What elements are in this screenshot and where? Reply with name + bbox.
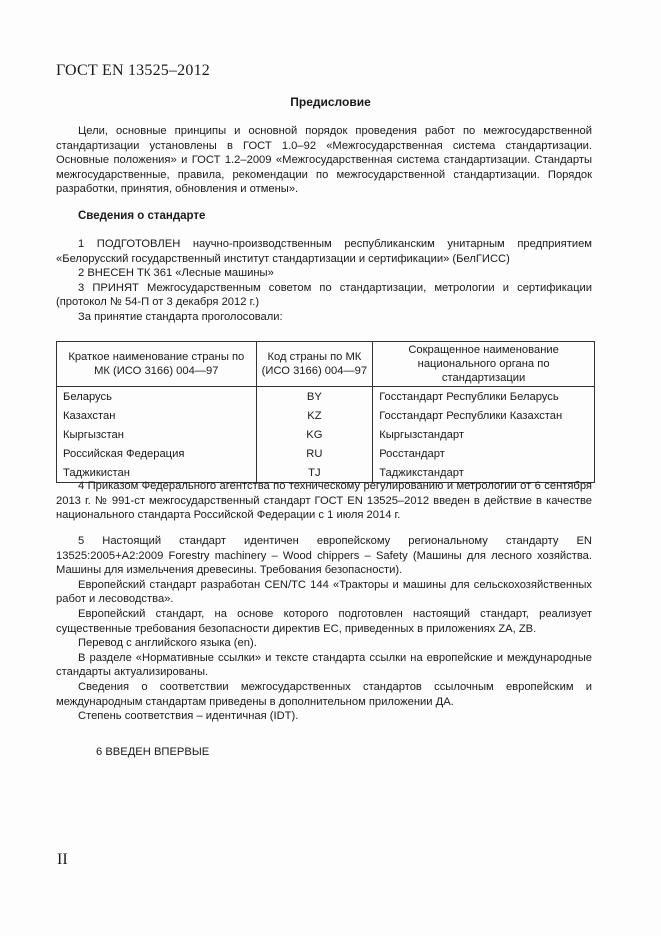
country-name: Кыргызстан [57, 425, 257, 444]
national-body: Таджикстандарт [373, 463, 595, 483]
section-subheading: Сведения о стандарте [78, 210, 206, 222]
item-5-developer: Европейский стандарт разработан CEN/TC 144 «Тракторы и машины для сельскохозяйственных работ и лесоводства». [56, 578, 592, 606]
info-block [56, 237, 592, 325]
country-name: Российская Федерация [57, 444, 257, 463]
table-row [57, 406, 595, 425]
intro-paragraph [56, 124, 592, 197]
item-4-text: 4 Приказом Федерального агентства по техническому регулированию и метрологии от 6 сентября 2013 г. № 991-ст межгосударственный стандарт ГОСТ EN 13525–2012 введен в действие в качестве национального стандарта Российской Федерации с 1 июля 2014 г. [56, 480, 592, 522]
country-code: RU [256, 444, 373, 463]
country-name: Беларусь [57, 387, 257, 407]
item-5-translation: Перевод с английского языка (en). [78, 637, 257, 650]
page-title: Предисловие [290, 95, 371, 109]
item-5-block [56, 534, 592, 724]
table-row [57, 387, 595, 407]
country-code: TJ [256, 463, 373, 483]
national-body: Кыргызстандарт [373, 425, 595, 444]
country-code: KZ [256, 406, 373, 425]
country-name: Таджикистан [57, 463, 257, 483]
item-5-degree: Степень соответствия – идентичная (IDT). [78, 710, 299, 723]
country-code: KG [256, 425, 373, 444]
page-number: II [57, 851, 68, 868]
item-4-block [56, 479, 592, 523]
item-5-conformity-info: Сведения о соответствии межгосударственных стандартов ссылочным европейским и международным стандартам приведены в дополнительном приложении ДА. [56, 680, 592, 708]
table-row [57, 425, 595, 444]
table-header-row [57, 342, 595, 387]
item-6-block [96, 745, 496, 760]
country-code: BY [256, 387, 373, 407]
column-header-country: Краткое наименование страны по МК (ИСО 3166) 004—97 [57, 342, 257, 387]
country-name: Казахстан [57, 406, 257, 425]
votes-intro: За принятие стандарта проголосовали: [78, 310, 283, 323]
info-item-3: 3 ПРИНЯТ Межгосударственным советом по стандартизации, метрологии и сертификации (протокол № 54-П от 3 декабря 2012 г.) [56, 281, 592, 309]
info-item-2: 2 ВНЕСЕН ТК 361 «Лесные машины» [78, 267, 274, 280]
standard-designation: ГОСТ EN 13525–2012 [56, 62, 210, 79]
table-row [57, 444, 595, 463]
info-item-1: 1 ПОДГОТОВЛЕН научно-производственным республиканским унитарным предприятием «Белорусский государственный институт стандартизации и сертификации» (БелГИСС) [56, 238, 592, 265]
national-body: Госстандарт Республики Беларусь [373, 387, 595, 407]
item-5-directives: Европейский стандарт, на основе которого подготовлен настоящий стандарт, реализует существенные требования безопасности директив ЕС, приведенных в приложениях ZA, ZB. [56, 607, 592, 635]
votes-table [56, 341, 595, 483]
national-body: Госстандарт Республики Казахстан [373, 406, 595, 425]
item-5-references: В разделе «Нормативные ссылки» и тексте стандарта ссылки на европейские и международные стандарты актуализированы. [56, 651, 592, 679]
intro-text: Цели, основные принципы и основной порядок проведения работ по межгосударственной стандартизации установлены в ГОСТ 1.0–92 «Межгосударственная система стандартизации. Основные положения» и ГОСТ 1.2–2009 «Межгосударственная система стандартизации. Стандарты межгосударственные, правила, рекомендации по межгосударственной стандартизации. Порядок разработки, принятия, обновления и отмены». [56, 125, 592, 196]
item-5-text: 5 Настоящий стандарт идентичен европейскому региональному стандарту EN 13525:2005+A2:2009 Forestry machinery – Wood chippers – Safety (Машины для лесного хозяйства. Машины для измельчения древесины. Требования безопасности). [56, 535, 592, 577]
national-body: Росстандарт [373, 444, 595, 463]
item-6-text: 6 ВВЕДЕН ВПЕРВЫЕ [96, 746, 210, 758]
column-header-body: Сокращенное наименование национального органа по стандартизации [373, 342, 595, 387]
column-header-code: Код страны по МК (ИСО 3166) 004—97 [256, 342, 373, 387]
